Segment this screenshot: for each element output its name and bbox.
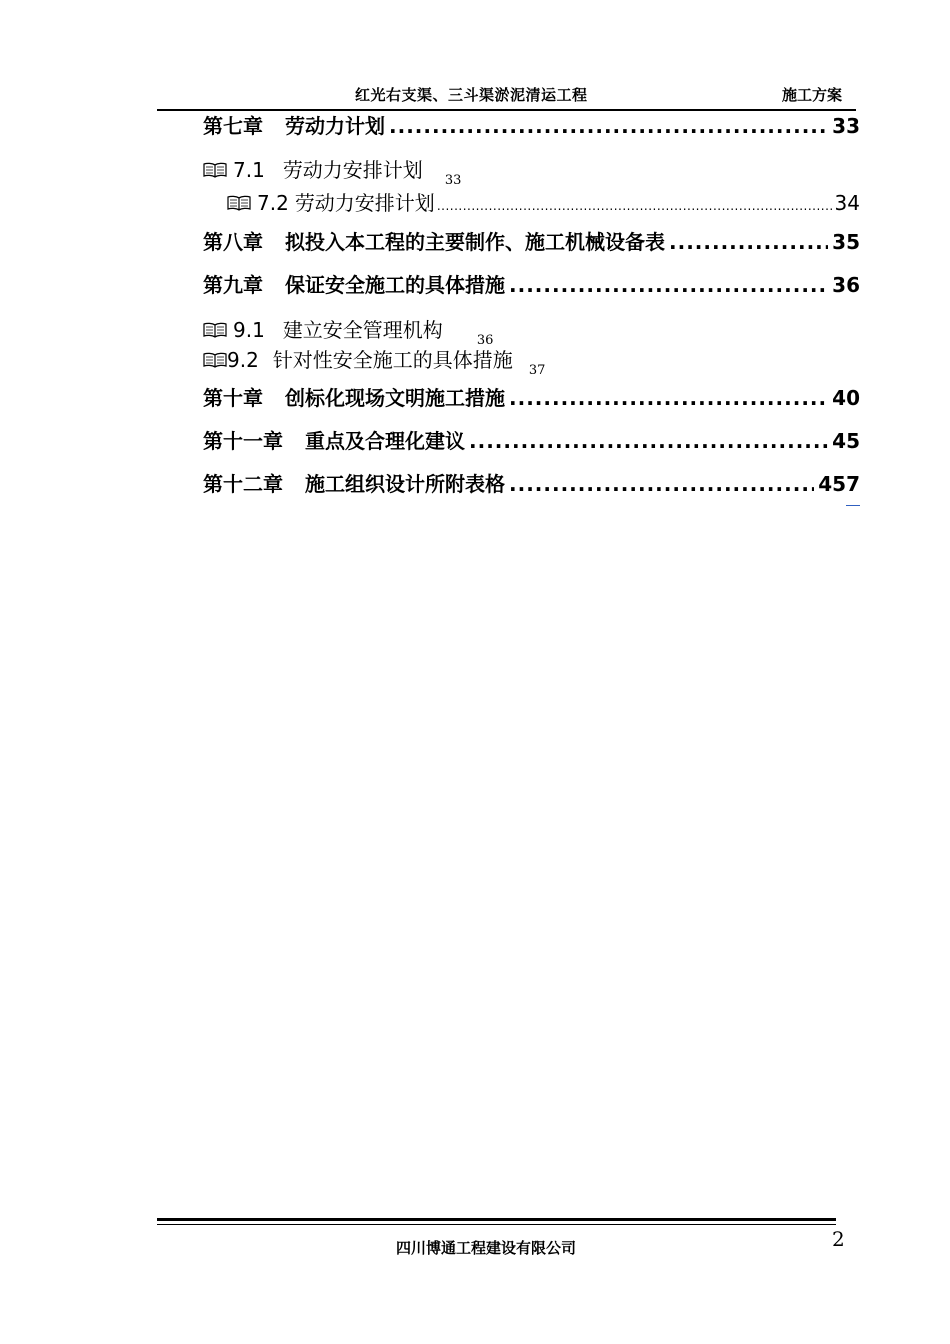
- chapter-title: 施工组织设计所附表格: [305, 472, 505, 496]
- chapter-title: 劳动力计划: [285, 114, 385, 138]
- toc-entry-9-2[interactable]: [203, 344, 546, 378]
- chapter-number: 第九章: [203, 273, 263, 297]
- chapter-number: 第七章: [203, 114, 263, 138]
- header-doc-type: 施工方案: [782, 86, 843, 104]
- dot-leader: [669, 230, 828, 254]
- section-number: 7.1: [233, 158, 265, 182]
- toc-entry-chapter-9[interactable]: [203, 269, 860, 297]
- footer-company: 四川博通工程建设有限公司: [396, 1239, 577, 1257]
- chapter-number: 第八章: [203, 230, 263, 254]
- book-icon: [203, 162, 227, 178]
- section-number: 7.2: [257, 191, 289, 215]
- page-number: 33: [832, 114, 860, 138]
- section-title: 劳动力安排计划: [294, 191, 435, 215]
- dot-leader: [389, 114, 828, 138]
- toc-entry-7-1[interactable]: [203, 154, 462, 188]
- chapter-title: 重点及合理化建议: [305, 429, 465, 453]
- toc-entry-chapter-11[interactable]: [203, 425, 860, 453]
- page-number: 40: [832, 386, 860, 410]
- chapter-title: 拟投入本工程的主要制作、施工机械设备表: [285, 230, 665, 254]
- dot-leader: [437, 199, 833, 213]
- dot-leader: [509, 273, 828, 297]
- page-number: 35: [832, 230, 860, 254]
- toc-entry-chapter-8[interactable]: [203, 226, 860, 254]
- page-number: 45: [832, 429, 860, 453]
- book-icon: [203, 352, 227, 368]
- page-number: 37: [528, 363, 546, 378]
- book-icon: [203, 322, 227, 338]
- toc-entry-chapter-7[interactable]: [203, 110, 860, 138]
- section-number: 9.2: [227, 348, 259, 372]
- chapter-number: 第十二章: [203, 472, 283, 496]
- chapter-title: 保证安全施工的具体措施: [285, 273, 505, 297]
- page-number-footer: 2: [832, 1227, 845, 1251]
- footer-rule-thin: [157, 1224, 836, 1225]
- page-number: 457: [818, 472, 860, 496]
- dot-leader: [509, 472, 814, 496]
- page-number: 36: [476, 333, 494, 348]
- hyperlink-underline: [846, 505, 860, 506]
- page-number: 36: [832, 273, 860, 297]
- section-title: 建立安全管理机构: [282, 318, 443, 342]
- footer-rule-thick: [157, 1218, 836, 1221]
- page-number: 33: [444, 173, 462, 188]
- book-icon: [227, 195, 251, 211]
- section-title: 劳动力安排计划: [282, 158, 423, 182]
- page-number: 34: [834, 191, 860, 215]
- toc-entry-7-2[interactable]: [227, 187, 860, 216]
- section-title: 针对性安全施工的具体措施: [272, 348, 513, 372]
- toc-entry-9-1[interactable]: [203, 314, 494, 348]
- toc-entry-chapter-12[interactable]: [203, 468, 860, 496]
- chapter-title: 创标化现场文明施工措施: [285, 386, 505, 410]
- section-number: 9.1: [233, 318, 265, 342]
- chapter-number: 第十章: [203, 386, 263, 410]
- dot-leader: [469, 429, 828, 453]
- dot-leader: [509, 386, 828, 410]
- chapter-number: 第十一章: [203, 429, 283, 453]
- header-title: 红光右支渠、三斗渠淤泥清运工程: [355, 86, 588, 104]
- toc-entry-chapter-10[interactable]: [203, 382, 860, 410]
